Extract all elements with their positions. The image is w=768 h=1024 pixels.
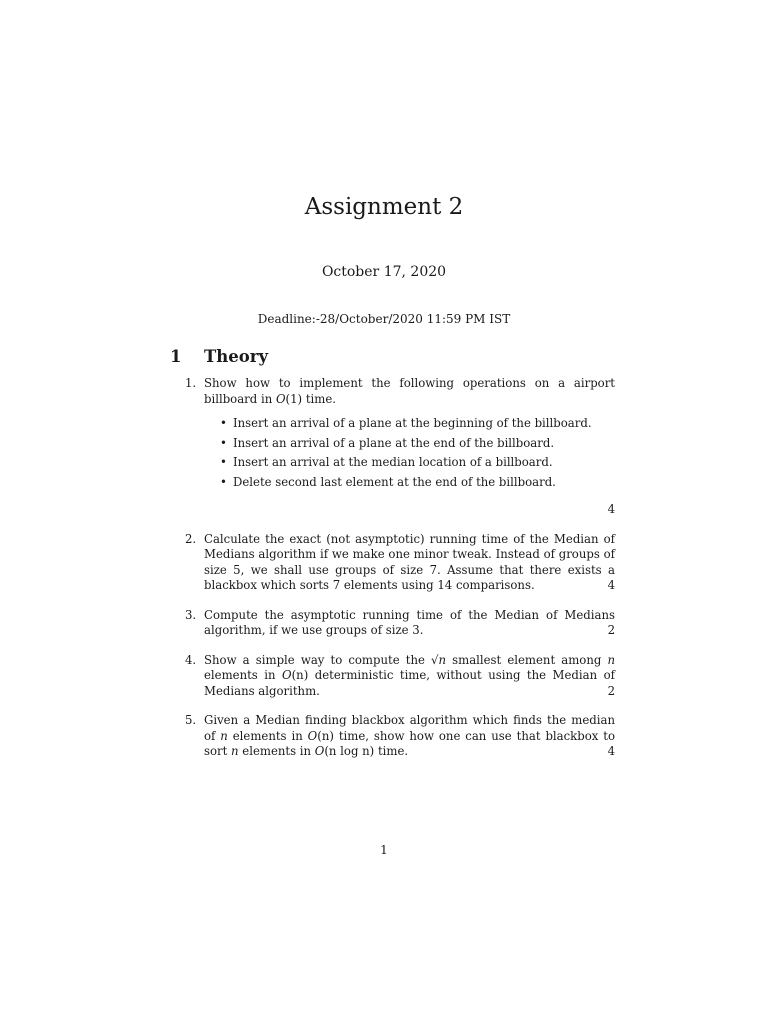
section-title: Theory [204, 347, 269, 366]
question-number: 3. [185, 607, 197, 622]
bullet-icon: • [220, 416, 227, 430]
question-marks: 2 [607, 683, 615, 698]
question-list [185, 376, 616, 774]
question-marks: 2 [607, 623, 615, 637]
question-number: 4. [185, 652, 197, 667]
question-text: Calculate the exact (not asymptotic) running time of the Median of Medians algorithm if we make one minor tweak. Instead of groups of size 5, we shall use groups of size 7. Assume that there exists a blackbox which sorts 7 elements using 14 comparisons. 4 [204, 531, 615, 592]
deadline-text: Deadline:-28/October/2020 11:59 PM IST [257, 312, 511, 326]
document-title: Assignment 2 [304, 194, 464, 220]
list-item: • Delete second last element at the end of the billboard. [220, 474, 556, 489]
question-number: 5. [185, 713, 197, 727]
section-number: 1 [170, 347, 182, 366]
question-marks: 4 [607, 502, 615, 516]
document-date: October 17, 2020 [321, 264, 447, 280]
bullet-icon: • [220, 474, 227, 489]
question-text: Show how to implement the following operations on a airport billboard in O(1) time. [204, 376, 615, 406]
list-item: • Insert an arrival of a plane at the beginning of the billboard. [220, 416, 592, 430]
question-text: Show a simple way to compute the √n smallest element among n elements in O(n) deterministic time, without using the Median of Medians algorithm. 2 [204, 652, 615, 698]
list-item: • Insert an arrival at the median location of a billboard. [220, 455, 553, 469]
page-number: 1 [380, 843, 388, 857]
list-item: • Insert an arrival of a plane at the end of the billboard. [220, 435, 555, 450]
question-4 [185, 652, 615, 700]
question-text: Given a Median finding blackbox algorithm which finds the median of n elements in O(n) time, show how one can use that blackbox to sort n elements in O(n log n) time. 4 [204, 713, 616, 758]
question-marks: 4 [607, 578, 615, 592]
section-heading [170, 345, 268, 369]
question-5 [185, 713, 616, 760]
question-2 [185, 531, 615, 594]
question-3 [185, 607, 615, 639]
question-text: Compute the asymptotic running time of the Median of Medians algorithm, if we use groups of size 3. 2 [204, 607, 615, 637]
question-marks: 4 [607, 744, 615, 758]
question-number: 1. [185, 376, 197, 390]
question-number: 2. [185, 531, 197, 546]
bullet-icon: • [220, 455, 227, 469]
bullet-icon: • [220, 435, 227, 450]
operations-list [204, 416, 615, 490]
question-1 [185, 376, 615, 518]
